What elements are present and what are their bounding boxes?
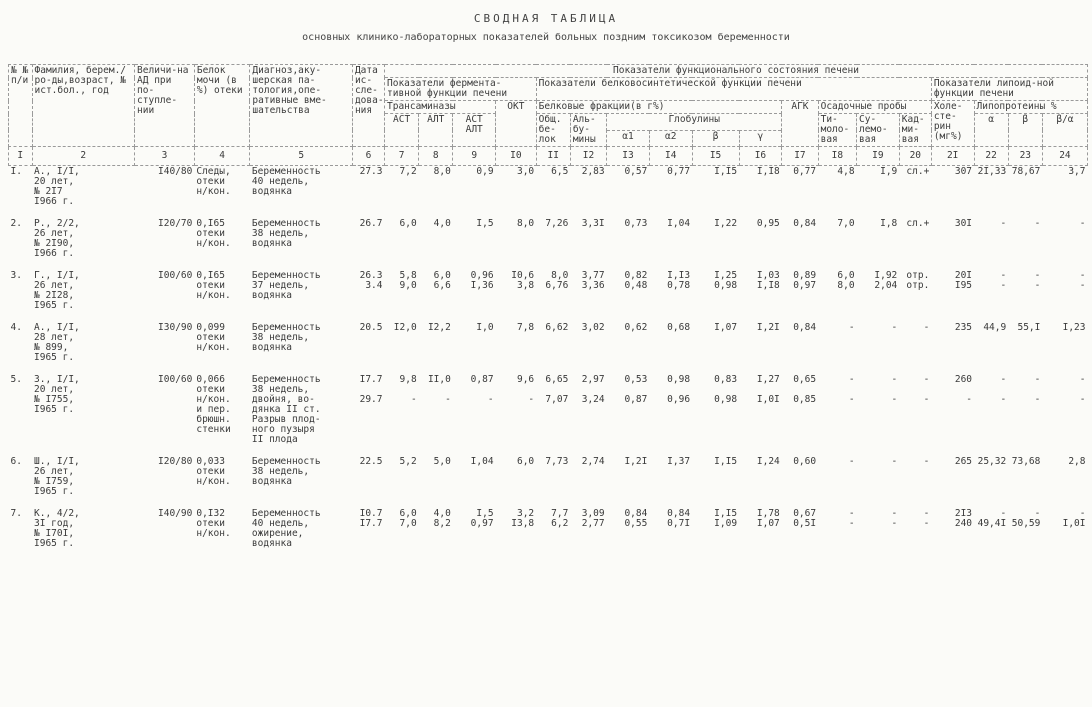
value-cell: 260 -: [954, 374, 973, 405]
value-cell: I,I5 I,09: [714, 508, 738, 529]
column-number: 24: [1042, 147, 1087, 166]
value-cell: - -: [923, 374, 930, 405]
value-cell: 0,60: [793, 456, 817, 467]
column-number: II: [536, 147, 570, 166]
header-globulins: Глобулины: [607, 114, 782, 131]
column-number: 2: [32, 147, 135, 166]
row-number: 3.: [10, 270, 22, 281]
row-spacer-cell: [9, 364, 1088, 374]
blood-pressure-cell: I00/60: [158, 374, 193, 385]
value-cell: сл.+: [906, 166, 930, 177]
row-spacer: [9, 208, 1088, 218]
value-cell: 3,77 3,36: [581, 270, 605, 291]
row-spacer-cell: [9, 550, 1088, 560]
row-number: 4.: [10, 322, 22, 333]
value-cell: 307: [954, 166, 973, 177]
header-urine-protein: Белок мочи (в %) отеки: [194, 65, 250, 147]
column-number: I: [9, 147, 33, 166]
table-title: СВОДНАЯ ТАБЛИЦА: [473, 12, 619, 25]
value-cell: 6,0 8,0: [837, 270, 855, 291]
urine-cell: 0,033 отеки н/кон.: [196, 456, 231, 487]
value-cell: - -: [1079, 270, 1086, 291]
table-row: [9, 322, 1088, 364]
value-cell: - -: [1034, 374, 1041, 405]
header-agk: АГК: [782, 101, 818, 147]
value-cell: 6,5: [551, 166, 569, 177]
value-cell: 22.5: [359, 456, 383, 467]
column-number: 3: [135, 147, 195, 166]
urine-cell: 0,I65 отеки н/кон.: [196, 218, 231, 249]
patient-cell: А., I/I, 28 лет, № 899, I965 г.: [34, 322, 80, 363]
value-cell: 0,84: [793, 322, 817, 333]
diagnosis-cell: Беременность 38 недель, водянка: [251, 218, 321, 249]
value-cell: 7,8: [516, 322, 535, 333]
header-blood-pressure: Величи-на АД при по-ступле-нии: [135, 65, 195, 147]
value-cell: I,I3 0,78: [667, 270, 691, 291]
value-cell: - -: [891, 508, 898, 529]
value-cell: I,0: [476, 322, 494, 333]
value-cell: 235: [954, 322, 973, 333]
header-alt: АЛТ: [419, 114, 453, 147]
row-spacer-cell: [9, 312, 1088, 322]
header-transaminases: Трансаминазы: [385, 101, 496, 114]
value-cell: - -: [891, 374, 898, 405]
value-cell: 26.3 3.4: [359, 270, 383, 291]
column-number: I7: [782, 147, 818, 166]
urine-cell: 0,066 отеки н/кон. и пер. брюшн. стенки: [196, 374, 231, 435]
value-cell: I,04: [667, 218, 691, 229]
value-cell: 7,0: [837, 218, 855, 229]
value-cell: I,24: [756, 456, 780, 467]
urine-cell: 0,I32 отеки н/кон.: [196, 508, 231, 539]
column-number: I4: [649, 147, 692, 166]
row-number: 5.: [10, 374, 22, 385]
header-okt: ОКТ: [496, 101, 537, 147]
blood-pressure-cell: I30/90: [158, 322, 193, 333]
row-number: I.: [10, 166, 22, 177]
table-row: [9, 218, 1088, 260]
value-cell: I2,2: [427, 322, 451, 333]
table-row: [9, 374, 1088, 446]
header-ast: АСТ: [385, 114, 419, 147]
column-number: 9: [453, 147, 496, 166]
value-cell: - -: [848, 374, 855, 405]
header-total-protein: Общ. бе-лок: [536, 114, 570, 147]
blood-pressure-cell: I20/80: [158, 456, 193, 467]
value-cell: 3,3I: [581, 218, 605, 229]
summary-table: [8, 64, 1088, 560]
value-cell: II,0 -: [427, 374, 451, 405]
value-cell: 3,09 2,77: [581, 508, 605, 529]
value-cell: - -: [1034, 270, 1041, 291]
diagnosis-cell: Беременность 40 недель, водянка: [251, 166, 321, 197]
diagnosis-cell: Беременность 38 недель, двойня, во- дянка II ст. Разрыв плод- ного пузыря II плода: [251, 374, 321, 445]
value-cell: - -: [1079, 374, 1086, 405]
value-cell: I7.7 29.7: [359, 374, 383, 405]
value-cell: I,5 0,97: [470, 508, 494, 529]
diagnosis-cell: Беременность 38 недель, водянка: [251, 456, 321, 487]
value-cell: 0,68: [667, 322, 691, 333]
blood-pressure-cell: I40/90: [158, 508, 193, 519]
value-cell: I,04: [470, 456, 494, 467]
value-cell: - I,0I: [1062, 508, 1086, 529]
value-cell: 0,82 0,48: [624, 270, 648, 291]
value-cell: 0,77: [793, 166, 817, 177]
value-cell: 4,0: [433, 218, 451, 229]
patient-cell: К., 4/2, 3I год, № I70I, I965 г.: [34, 508, 80, 549]
header-patient: Фамилия, берем./ро-ды,возраст, № ист.бол., год: [32, 65, 135, 147]
column-number: 5: [250, 147, 353, 166]
value-cell: I,23: [1062, 322, 1086, 333]
row-spacer: [9, 446, 1088, 456]
value-cell: I,25 0,98: [714, 270, 738, 291]
header-ast-alt: АСТ АЛТ: [453, 114, 496, 147]
header-gamma: γ: [739, 130, 782, 147]
value-cell: 2,97 3,24: [581, 374, 605, 405]
value-cell: 55,I: [1017, 322, 1041, 333]
table-header: [9, 65, 1088, 166]
header-lipo-ratio: β/α: [1042, 114, 1087, 147]
value-cell: - -: [923, 508, 930, 529]
table-body: [9, 166, 1088, 561]
diagnosis-cell: Беременность 38 недель, водянка: [251, 322, 321, 353]
header-albumin: Аль-бу-мины: [570, 114, 606, 147]
value-cell: 8,0: [516, 218, 535, 229]
header-alpha2: α2: [649, 130, 692, 147]
value-cell: 2,8: [1068, 456, 1086, 467]
patient-cell: Р., 2/2, 26 лет, № 2I90, I966 г.: [34, 218, 80, 259]
header-lipid-function: Показатели липоид-ной функции печени: [931, 78, 1087, 101]
value-cell: I,9: [880, 166, 898, 177]
value-cell: I,I8: [756, 166, 780, 177]
column-number: 23: [1008, 147, 1042, 166]
value-cell: -: [891, 456, 898, 467]
value-cell: 0,84: [793, 218, 817, 229]
value-cell: сл.+: [906, 218, 930, 229]
value-cell: I,2I: [756, 322, 780, 333]
value-cell: 73,68: [1011, 456, 1041, 467]
header-cholesterol: Холе-сте-рин (мг%): [931, 101, 974, 147]
value-cell: -: [1034, 218, 1041, 229]
table-row: [9, 508, 1088, 550]
table-row: [9, 270, 1088, 312]
value-cell: 0,87 -: [470, 374, 494, 405]
value-cell: 7,7 6,2: [551, 508, 569, 529]
value-cell: -: [891, 322, 898, 333]
value-cell: 3,0: [516, 166, 535, 177]
value-cell: - 50,59: [1011, 508, 1041, 529]
value-cell: 44,9: [983, 322, 1007, 333]
header-sediment-tests: Осадочные пробы: [818, 101, 931, 114]
header-protein-fractions: Белковые фракции(в г%): [536, 101, 782, 114]
column-numbers-row: [9, 147, 1088, 166]
value-cell: I,2I: [624, 456, 648, 467]
value-cell: I,37: [667, 456, 691, 467]
row-number: 6.: [10, 456, 22, 467]
value-cell: 78,67: [1011, 166, 1041, 177]
header-alpha1: α1: [607, 130, 650, 147]
value-cell: I,92 2,04: [874, 270, 898, 291]
value-cell: I,22: [714, 218, 738, 229]
value-cell: 0,73: [624, 218, 648, 229]
value-cell: 4,0 8,2: [433, 508, 451, 529]
value-cell: I2,0: [393, 322, 417, 333]
value-cell: - 49,4I: [977, 508, 1007, 529]
urine-cell: Следы, отеки н/кон.: [196, 166, 231, 197]
value-cell: 7,73: [545, 456, 569, 467]
header-protein-function: Показатели белковосинтетической функции печени: [536, 78, 931, 101]
value-cell: -: [848, 456, 855, 467]
column-number: I2: [570, 147, 606, 166]
value-cell: - -: [1000, 374, 1007, 405]
value-cell: 0,65 0,85: [793, 374, 817, 405]
value-cell: 30I: [954, 218, 973, 229]
value-cell: I,07: [714, 322, 738, 333]
header-number: № № п/и: [9, 65, 33, 147]
value-cell: 20I I95: [954, 270, 973, 291]
row-spacer: [9, 260, 1088, 270]
value-cell: 3,2 I3,8: [511, 508, 535, 529]
value-cell: -: [848, 322, 855, 333]
value-cell: -: [1079, 218, 1086, 229]
blood-pressure-cell: I40/80: [158, 166, 193, 177]
value-cell: - -: [1000, 270, 1007, 291]
patient-cell: З., I/I, 20 лет, № I755, I965 г.: [34, 374, 80, 415]
value-cell: 5,0: [433, 456, 451, 467]
value-cell: -: [923, 322, 930, 333]
value-cell: 6,0: [399, 218, 417, 229]
value-cell: 9,8 -: [399, 374, 417, 405]
value-cell: I,I5: [714, 166, 738, 177]
header-diagnosis: Диагноз,аку-шерская па-тология,опе-ративные вме-шательства: [250, 65, 353, 147]
value-cell: - -: [848, 508, 855, 529]
table-row: [9, 166, 1088, 209]
value-cell: 6,65 7,07: [545, 374, 569, 405]
value-cell: 5,8 9,0: [399, 270, 417, 291]
header-lipo-alpha: α: [974, 114, 1008, 147]
header-liver-function: Показатели функционального состояния печени: [385, 65, 1088, 78]
value-cell: 0,95: [756, 218, 780, 229]
value-cell: 3,02: [581, 322, 605, 333]
value-cell: 0,96 I,36: [470, 270, 494, 291]
column-number: I8: [818, 147, 856, 166]
column-number: 4: [194, 147, 250, 166]
diagnosis-cell: Беременность 40 недель, ожирение, водянка: [251, 508, 321, 549]
value-cell: 0,84 0,7I: [667, 508, 691, 529]
header-date: Дата ис-сле-дова-ния: [352, 65, 384, 147]
column-number: 6: [352, 147, 384, 166]
value-cell: 7,2: [399, 166, 417, 177]
value-cell: 2I,33: [977, 166, 1007, 177]
value-cell: 5,2: [399, 456, 417, 467]
value-cell: 2,74: [581, 456, 605, 467]
row-spacer-cell: [9, 498, 1088, 508]
value-cell: 27.3: [359, 166, 383, 177]
header-sublimate: Су-лемо-вая: [857, 114, 900, 147]
blood-pressure-cell: I20/70: [158, 218, 193, 229]
value-cell: I,5: [476, 218, 494, 229]
value-cell: I,03 I,I8: [756, 270, 780, 291]
value-cell: I,I5: [714, 456, 738, 467]
value-cell: 265: [954, 456, 973, 467]
row-spacer: [9, 498, 1088, 508]
header-enzyme-function: Показатели фермента-тивной функции печени: [385, 78, 537, 101]
value-cell: 4,8: [837, 166, 855, 177]
column-number: I3: [607, 147, 650, 166]
value-cell: I0.7 I7.7: [359, 508, 383, 529]
value-cell: I,78 I,07: [756, 508, 780, 529]
value-cell: 8,0: [433, 166, 451, 177]
table-row: [9, 456, 1088, 498]
value-cell: 6,62: [545, 322, 569, 333]
table-subtitle: основных клинико-лабораторных показателей больных поздним токсикозом беременности: [302, 32, 790, 43]
patient-cell: Г., I/I, 26 лет, № 2I28, I965 г.: [34, 270, 80, 311]
value-cell: 26.7: [359, 218, 383, 229]
row-spacer: [9, 312, 1088, 322]
row-spacer-cell: [9, 208, 1088, 218]
row-spacer: [9, 364, 1088, 374]
column-number: I5: [692, 147, 739, 166]
value-cell: 0,57: [624, 166, 648, 177]
value-cell: 0,98 0,96: [667, 374, 691, 405]
value-cell: 0,83 0,98: [714, 374, 738, 405]
value-cell: 0,67 0,5I: [793, 508, 817, 529]
column-number: 7: [385, 147, 419, 166]
value-cell: 6,0 7,0: [399, 508, 417, 529]
value-cell: 0,84 0,55: [624, 508, 648, 529]
value-cell: -: [923, 456, 930, 467]
column-number: 2I: [931, 147, 974, 166]
column-number: 8: [419, 147, 453, 166]
value-cell: 20.5: [359, 322, 383, 333]
value-cell: 3,7: [1068, 166, 1086, 177]
value-cell: 0,9: [476, 166, 494, 177]
value-cell: 0,77: [667, 166, 691, 177]
value-cell: 0,62: [624, 322, 648, 333]
header-beta: β: [692, 130, 739, 147]
value-cell: 6,0 6,6: [433, 270, 451, 291]
value-cell: 0,89 0,97: [793, 270, 817, 291]
row-spacer-cell: [9, 446, 1088, 456]
value-cell: отр. отр.: [906, 270, 930, 291]
urine-cell: 0,099 отеки н/кон.: [196, 322, 231, 353]
header-lipo-beta: β: [1008, 114, 1042, 147]
header-thymol: Ти-моло-вая: [818, 114, 856, 147]
column-number: I6: [739, 147, 782, 166]
column-number: 22: [974, 147, 1008, 166]
value-cell: 2,83: [581, 166, 605, 177]
value-cell: 2I3 240: [954, 508, 973, 529]
patient-cell: Ш., I/I, 26 лет, № I759, I965 г.: [34, 456, 80, 497]
urine-cell: 0,I65 отеки н/кон.: [196, 270, 231, 301]
value-cell: 25,32: [977, 456, 1007, 467]
value-cell: I,8: [880, 218, 898, 229]
blood-pressure-cell: I00/60: [158, 270, 193, 281]
row-number: 7.: [10, 508, 22, 519]
value-cell: 9,6 -: [516, 374, 535, 405]
value-cell: 0,53 0,87: [624, 374, 648, 405]
header-cadmium: Кад-ми-вая: [899, 114, 931, 147]
row-number: 2.: [10, 218, 22, 229]
column-number: 20: [899, 147, 931, 166]
value-cell: I,27 I,0I: [756, 374, 780, 405]
header-lipoproteins: Липопротеины %: [974, 101, 1087, 114]
value-cell: 8,0 6,76: [545, 270, 569, 291]
column-number: I0: [496, 147, 537, 166]
row-spacer: [9, 550, 1088, 560]
diagnosis-cell: Беременность 37 недель, водянка: [251, 270, 321, 301]
value-cell: 7,26: [545, 218, 569, 229]
value-cell: -: [1000, 218, 1007, 229]
row-spacer-cell: [9, 260, 1088, 270]
column-number: I9: [857, 147, 900, 166]
patient-cell: А., I/I, 20 лет, № 2I7 I966 г.: [34, 166, 80, 207]
value-cell: 6,0: [516, 456, 535, 467]
value-cell: I0,6 3,8: [511, 270, 535, 291]
